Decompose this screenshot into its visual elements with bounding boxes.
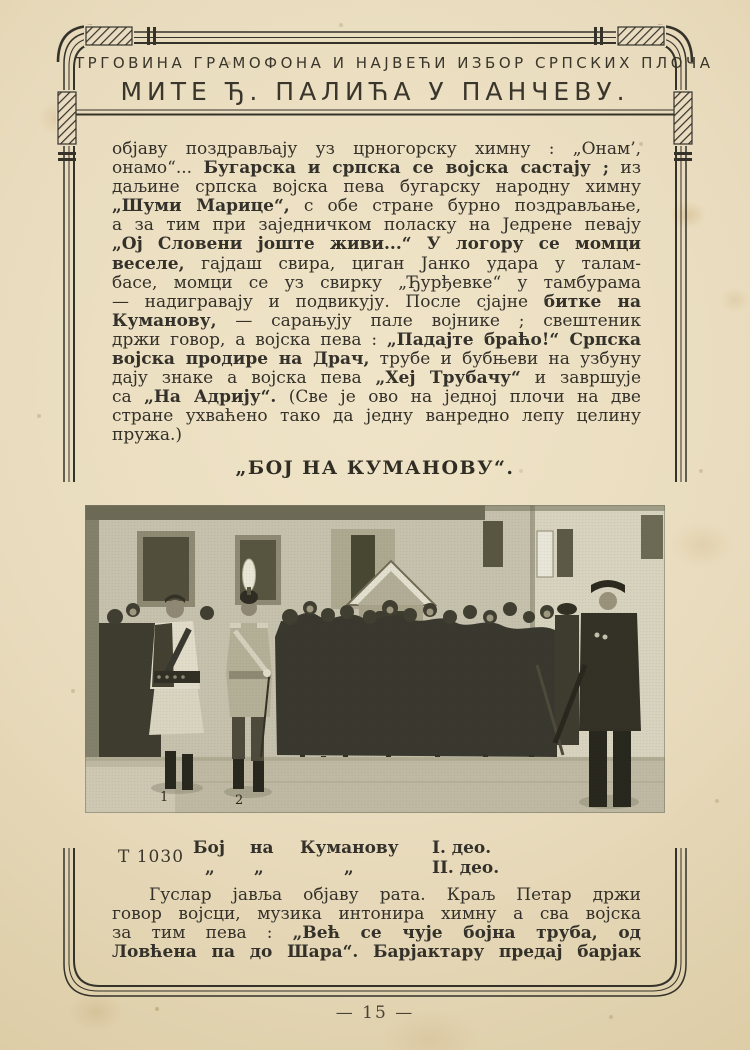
bold-text: „Ој Словени јоште живи...“ У логору се момци xyxy=(112,234,641,255)
bold-text: „Падајте браћо!“ Српска xyxy=(386,329,641,350)
body-text: басе, момци се уз свирку „Ђурђевке“ у тамбурама xyxy=(112,272,641,293)
body-text: даљине српска војска пева бугарску народну химну xyxy=(112,177,641,198)
bold-text: „Хеј Трубачу“ xyxy=(375,368,521,389)
text-line xyxy=(112,886,641,905)
text-line xyxy=(112,407,641,426)
text-line xyxy=(112,216,641,235)
text-line xyxy=(112,388,641,407)
bold-text: „Већ се чује бојна труба, од xyxy=(292,923,642,944)
text-line xyxy=(112,924,641,943)
text-line xyxy=(112,255,641,274)
bold-text: војска продире на Драч, xyxy=(112,349,370,370)
bold-text: „Шуми Марице“, xyxy=(112,196,290,217)
ditto-mark: „ xyxy=(254,858,264,878)
shop-name: МИТЕ Ђ. ПАЛИЋА У ПАНЧЕВУ. xyxy=(120,77,630,106)
body-text: дају знаке а војска пева xyxy=(112,368,376,389)
bold-text: Куманову, xyxy=(112,310,217,331)
catalog-entry xyxy=(193,838,523,878)
body-text: — надигравају и подвикују. После сјајне xyxy=(112,291,544,312)
text-line xyxy=(112,331,641,350)
text-line xyxy=(112,426,641,445)
text-line xyxy=(112,274,641,293)
body-text: (Све је ово на једној плочи на две xyxy=(276,387,641,408)
bold-text: „На Адрију“. xyxy=(144,387,277,408)
text-line xyxy=(112,369,641,388)
body-text: пружа.) xyxy=(112,425,183,446)
body-text: са xyxy=(112,387,145,408)
catalog-word: на xyxy=(250,838,274,858)
military-parade-photo xyxy=(85,505,665,813)
figure-label-2: 2 xyxy=(235,793,244,808)
text-line xyxy=(112,943,641,962)
body-text: и завршује xyxy=(520,368,642,389)
body-text: а за тим при заједничком поласку на Једрене певају xyxy=(112,215,641,236)
body-text: говор војсци, музика интонира химну а сва војска xyxy=(112,904,641,925)
shop-header-line: ТРГОВИНА ГРАМОФОНА И НАЈВЕЋИ ИЗБОР СРПСКИХ ПЛОЧА xyxy=(75,54,714,72)
text-line xyxy=(112,235,641,254)
body-text: Гуслар јавља објаву рата. Краљ Петар држи xyxy=(149,885,641,905)
figure-label-1: 1 xyxy=(160,790,169,805)
body-text: објаву поздрављају уз црногорску химну : „Онам’, xyxy=(112,139,641,159)
body-text: онамо“... xyxy=(112,158,204,179)
bold-text: битке на xyxy=(543,291,641,312)
text-line xyxy=(112,293,641,312)
catalog-word: I. део. xyxy=(432,838,492,858)
text-line xyxy=(112,197,641,216)
catalog-title-part2 xyxy=(193,858,523,878)
body-text: држи говор, а војска пева : xyxy=(112,329,387,350)
text-line xyxy=(112,140,641,159)
section-heading: „БОЈ НА КУМАНОВУ“. xyxy=(235,457,515,479)
ditto-mark: „ xyxy=(344,858,354,878)
text-line xyxy=(112,159,641,178)
text-line xyxy=(112,350,641,369)
body-text: за тим пева : xyxy=(112,923,293,944)
catalog-word: II. део. xyxy=(432,858,500,878)
text-line xyxy=(112,178,641,197)
bold-text: Бугарска и српска се војска састају ; xyxy=(203,158,609,179)
text-line xyxy=(112,312,641,331)
paragraph-1 xyxy=(112,140,641,446)
bold-text: Ловћена па до Шара“. Барјактару предај барјак xyxy=(112,942,641,963)
text-line xyxy=(112,905,641,924)
catalog-word: Бој xyxy=(193,838,226,858)
catalog-number: Т 1030 xyxy=(118,847,185,867)
bold-text: веселе, xyxy=(112,253,185,274)
catalog-title-part1 xyxy=(193,838,523,858)
catalog-word: Куманову xyxy=(300,838,399,858)
page-number: — 15 — xyxy=(335,1003,415,1023)
body-text: стране ухваћено тако да једну ванредно лепу целину xyxy=(112,406,641,427)
body-text: гајдаш свира, циган Јанко удара у талам- xyxy=(184,253,641,274)
ditto-mark: „ xyxy=(205,858,215,878)
body-text: из xyxy=(608,158,641,179)
paragraph-2 xyxy=(112,886,641,962)
body-text: с обе стране бурно поздрављање, xyxy=(289,196,641,217)
body-text: трубе и бубњеви на узбуну xyxy=(369,349,641,370)
body-text: — сарањују пале војнике ; свештеник xyxy=(216,310,641,331)
